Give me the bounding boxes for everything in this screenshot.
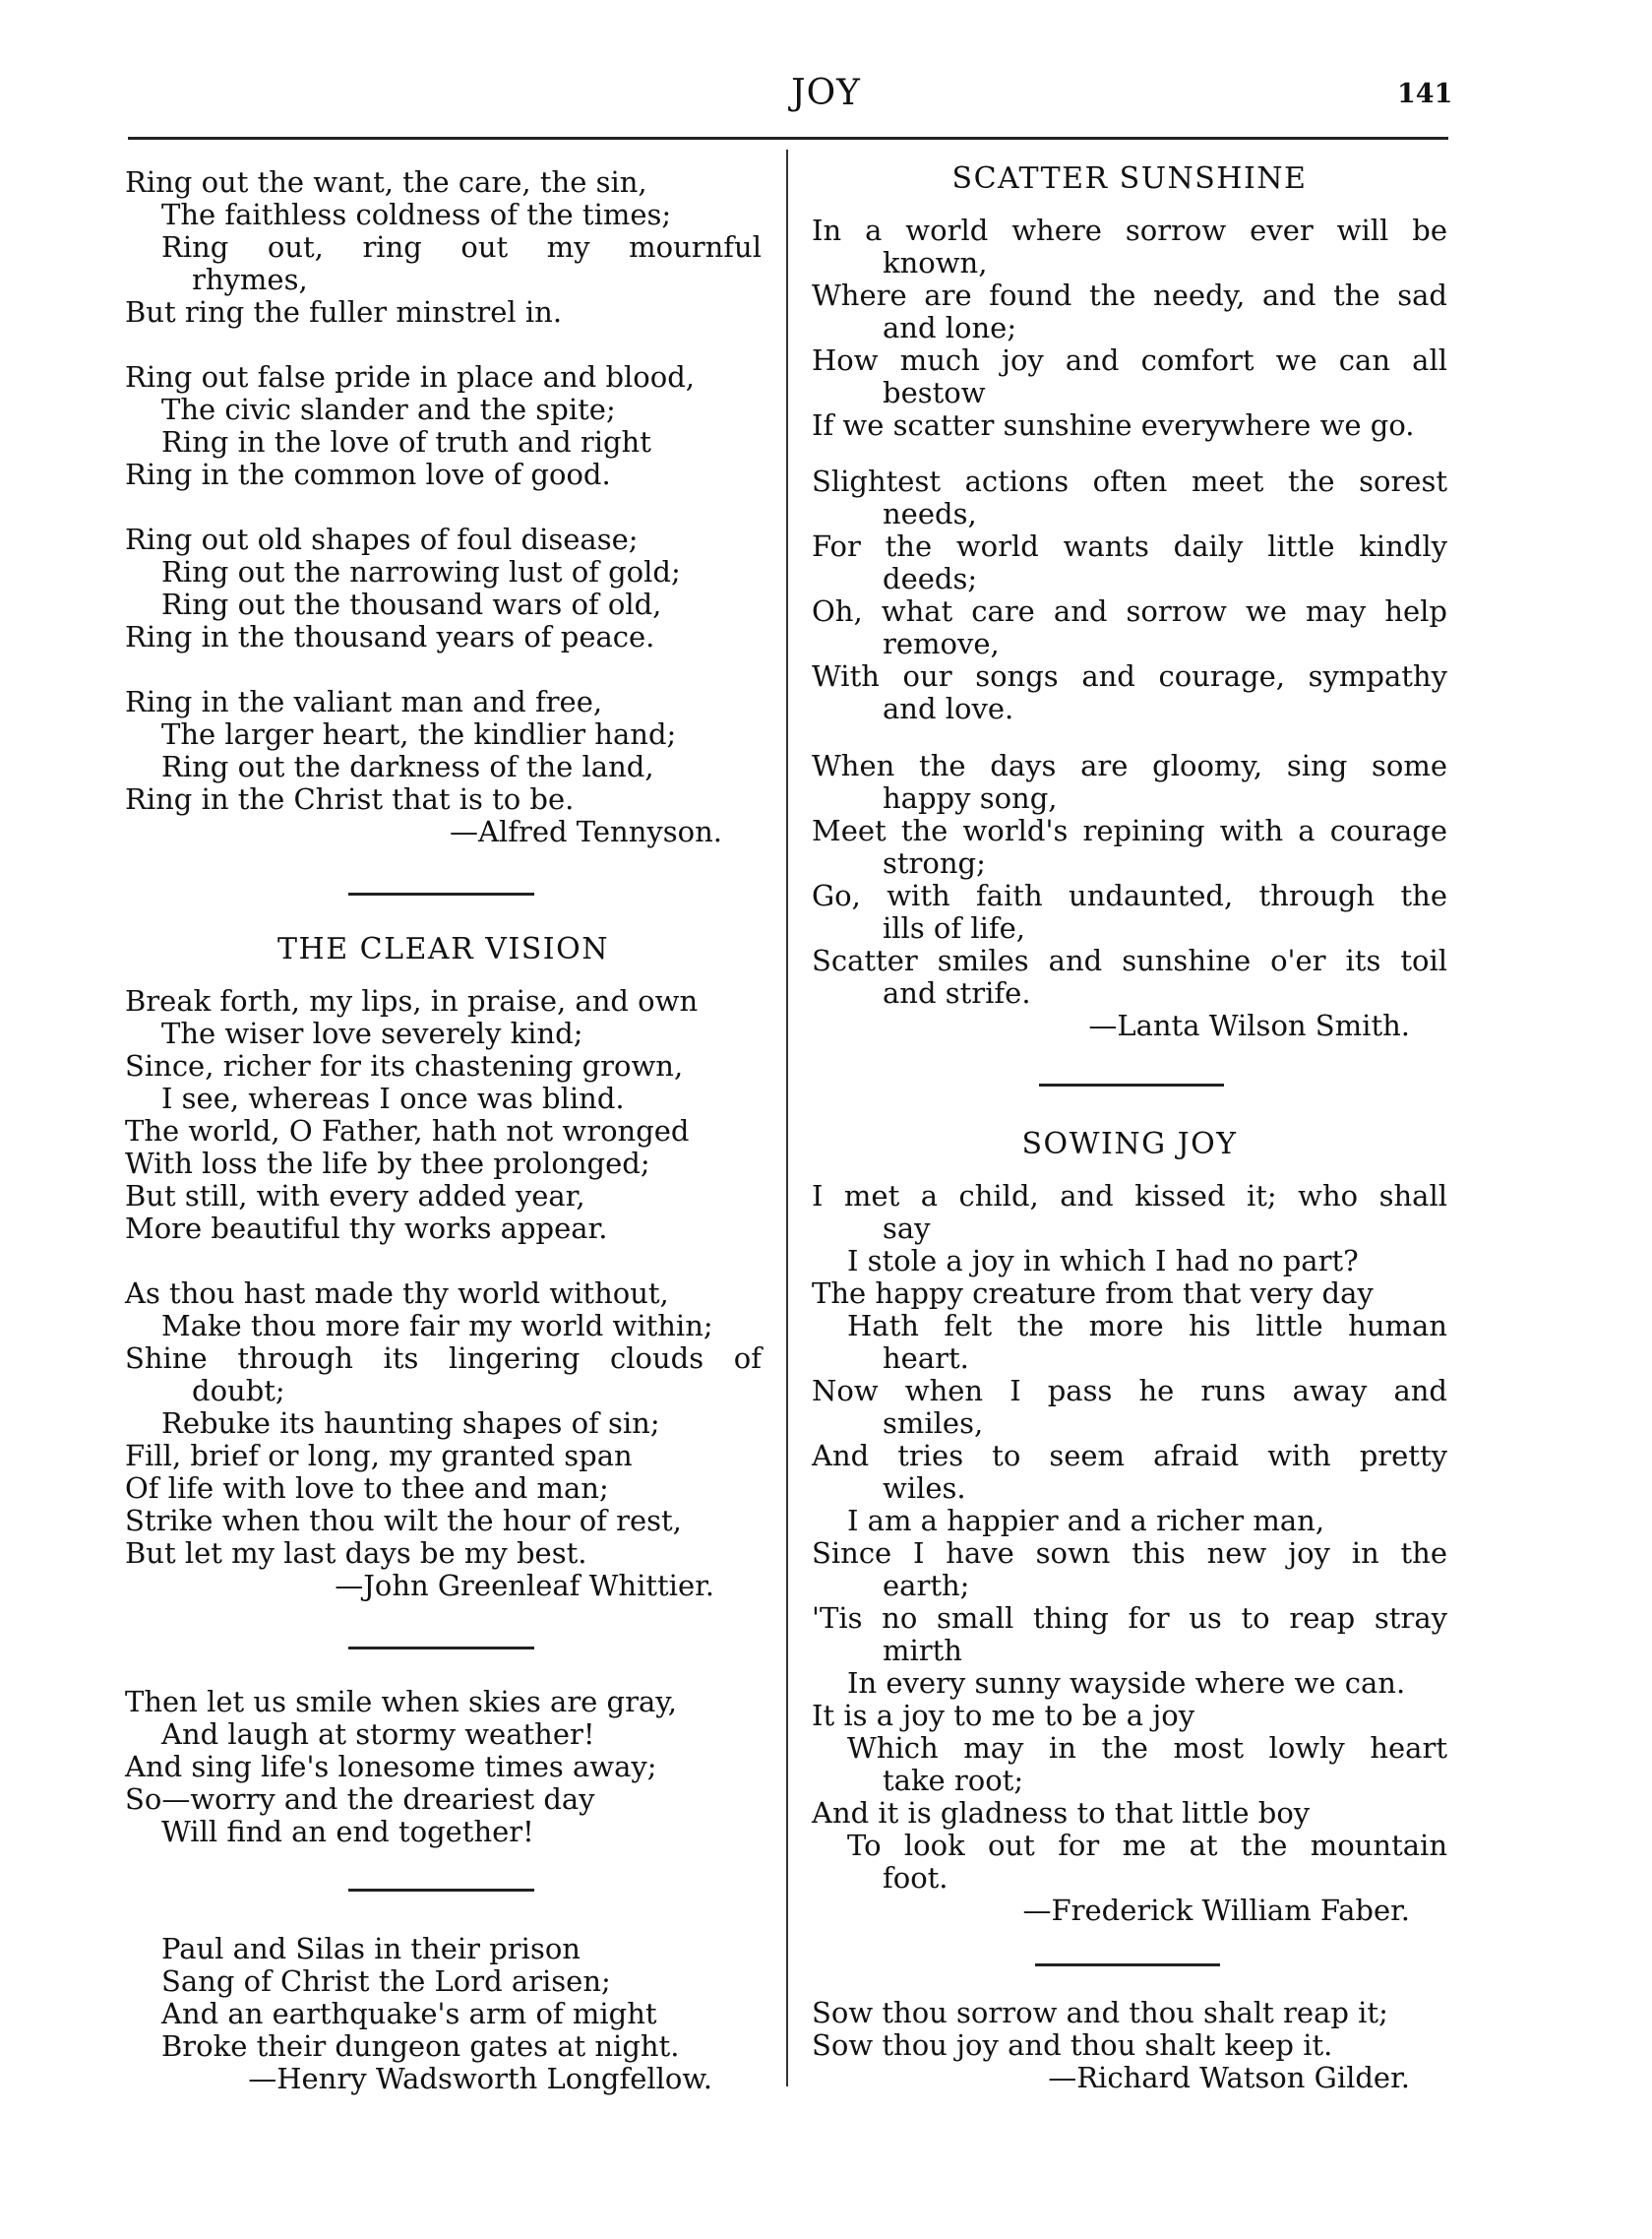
poem-line: Fill, brief or long, my granted span bbox=[125, 1439, 633, 1472]
poem-line: Hath felt the more his little human bbox=[847, 1309, 1447, 1342]
poem-line: The happy creature from that very day bbox=[812, 1276, 1374, 1310]
poem-paul-silas bbox=[125, 1933, 762, 2095]
poem-smile bbox=[125, 1686, 762, 1848]
poem-line: Then let us smile when skies are gray, bbox=[125, 1685, 678, 1718]
poem-line: The civic slander and the spite; bbox=[161, 393, 616, 426]
poem-line: To look out for me at the mountain bbox=[847, 1829, 1447, 1862]
poem-line: Go, with faith undaunted, through the bbox=[812, 879, 1447, 912]
poem-line: and lone; bbox=[883, 311, 1017, 344]
poem-line: remove, bbox=[883, 627, 1000, 660]
poem-line: More beautiful thy works appear. bbox=[125, 1212, 608, 1245]
section-rule bbox=[1035, 1963, 1220, 1966]
poem-title: SCATTER SUNSHINE bbox=[951, 161, 1308, 196]
poem-line: smiles, bbox=[883, 1406, 984, 1440]
poem-line: happy song, bbox=[883, 781, 1058, 815]
poem-line: For the world wants daily little kindly bbox=[812, 529, 1447, 563]
section-rule bbox=[1039, 1084, 1224, 1087]
poem-line: Where are found the needy, and the sad bbox=[812, 279, 1447, 312]
poem-line: strong; bbox=[883, 846, 986, 880]
poem-line: Ring in the Christ that is to be. bbox=[125, 782, 575, 816]
poem-line: Ring out false pride in place and blood, bbox=[125, 360, 695, 394]
poem-line: Ring out the darkness of the land, bbox=[161, 750, 654, 783]
section-rule bbox=[348, 893, 534, 896]
poem-line: I am a happier and a richer man, bbox=[847, 1504, 1325, 1537]
poem-line: and love. bbox=[883, 692, 1014, 725]
poem-line: The faithless coldness of the times; bbox=[161, 198, 672, 231]
poem-line: The world, O Father, hath not wronged bbox=[125, 1114, 690, 1148]
poem-line: Of life with love to thee and man; bbox=[125, 1471, 609, 1505]
poem-line: say bbox=[883, 1212, 931, 1245]
poem-ring-out bbox=[125, 166, 762, 848]
poem-line: Sow thou sorrow and thou shalt reap it; bbox=[812, 1996, 1388, 2029]
poem-title: SOWING JOY bbox=[1021, 1127, 1238, 1161]
poem-line: And laugh at stormy weather! bbox=[161, 1717, 595, 1751]
stanza-break bbox=[125, 1245, 762, 1277]
poem-line: heart. bbox=[883, 1341, 969, 1375]
poem-line: Oh, what care and sorrow we may help bbox=[812, 594, 1447, 628]
poem-line: Ring in the common love of good. bbox=[125, 458, 611, 491]
page-number: 141 bbox=[1397, 79, 1453, 109]
poem-line: I stole a joy in which I had no part? bbox=[847, 1244, 1359, 1277]
poem-line: foot. bbox=[883, 1861, 948, 1895]
poem-line: Will find an end together! bbox=[161, 1815, 534, 1848]
poem-line: deeds; bbox=[883, 562, 978, 595]
poem-line: needs, bbox=[883, 497, 977, 530]
poem-line: Ring in the thousand years of peace. bbox=[125, 620, 655, 653]
poem-scatter-sunshine-stanza-3 bbox=[812, 750, 1447, 1042]
poem-line: Broke their dungeon gates at night. bbox=[161, 2029, 680, 2063]
poem-scatter-sunshine-stanza-2 bbox=[812, 466, 1447, 725]
attribution: —Henry Wadsworth Longfellow. bbox=[248, 2062, 712, 2095]
poem-line: bestow bbox=[883, 376, 986, 409]
poem-line: mirth bbox=[883, 1634, 962, 1667]
poem-line: Rebuke its haunting shapes of sin; bbox=[161, 1406, 660, 1440]
poem-line: How much joy and comfort we can all bbox=[812, 343, 1447, 377]
column-divider bbox=[786, 150, 788, 2086]
poem-scatter-sunshine-stanza-1 bbox=[812, 215, 1447, 442]
poem-line: And an earthquake's arm of might bbox=[161, 1997, 657, 2030]
section-rule bbox=[348, 1647, 534, 1649]
poem-line: Ring out the thousand wars of old, bbox=[161, 588, 662, 621]
poem-line: I see, whereas I once was blind. bbox=[161, 1082, 625, 1115]
poem-line: So—worry and the dreariest day bbox=[125, 1782, 595, 1816]
poem-title: THE CLEAR VISION bbox=[277, 932, 609, 966]
stanza-break bbox=[125, 329, 762, 361]
poem-line: Strike when thou wilt the hour of rest, bbox=[125, 1504, 682, 1537]
poem-line: The larger heart, the kindlier hand; bbox=[161, 717, 677, 751]
poem-line: Ring in the valiant man and free, bbox=[125, 685, 603, 718]
poem-line: Ring in the love of truth and right bbox=[161, 425, 651, 459]
poem-sow-thou bbox=[812, 1997, 1447, 2094]
poem-line: Sow thou joy and thou shalt keep it. bbox=[812, 2028, 1333, 2062]
section-rule bbox=[348, 1889, 534, 1892]
poem-line: Paul and Silas in their prison bbox=[161, 1932, 581, 1965]
poem-line: Make thou more fair my world within; bbox=[161, 1309, 713, 1342]
poem-line: Since, richer for its chastening grown, bbox=[125, 1049, 684, 1083]
poem-line: Since I have sown this new joy in the bbox=[812, 1536, 1447, 1570]
poem-line: If we scatter sunshine everywhere we go. bbox=[812, 408, 1415, 442]
poem-line: It is a joy to me to be a joy bbox=[812, 1699, 1195, 1732]
poem-line: take root; bbox=[883, 1764, 1024, 1797]
attribution: —Frederick William Faber. bbox=[1022, 1894, 1410, 1927]
poem-line: Ring out, ring out my mournful bbox=[161, 230, 762, 264]
poem-line: 'Tis no small thing for us to reap stray bbox=[812, 1601, 1447, 1635]
poem-line: In a world where sorrow ever will be bbox=[812, 214, 1447, 247]
poem-line: Ring out the narrowing lust of gold; bbox=[161, 555, 681, 589]
poem-line: Now when I pass he runs away and bbox=[812, 1374, 1447, 1407]
poem-line: When the days are gloomy, sing some bbox=[812, 749, 1447, 782]
poem-line: But ring the fuller minstrel in. bbox=[125, 295, 563, 329]
attribution: —John Greenleaf Whittier. bbox=[335, 1569, 714, 1602]
poem-line: wiles. bbox=[883, 1471, 966, 1505]
poem-line: And tries to seem afraid with pretty bbox=[812, 1439, 1447, 1472]
header-rule bbox=[128, 137, 1448, 140]
poem-line: With loss the life by thee prolonged; bbox=[125, 1147, 650, 1180]
poem-line: I met a child, and kissed it; who shall bbox=[812, 1179, 1447, 1213]
poem-line: Sang of Christ the Lord arisen; bbox=[161, 1964, 611, 1998]
poem-line: Which may in the most lowly heart bbox=[847, 1731, 1447, 1765]
attribution: —Lanta Wilson Smith. bbox=[1088, 1009, 1410, 1042]
poem-line: doubt; bbox=[192, 1374, 285, 1407]
poem-sowing-joy bbox=[812, 1180, 1447, 1927]
poem-line: Scatter smiles and sunshine o'er its toil bbox=[812, 944, 1447, 977]
poem-line: Meet the world's repining with a courage bbox=[812, 814, 1447, 847]
running-head: JOY bbox=[791, 73, 861, 113]
poem-line: And it is gladness to that little boy bbox=[812, 1796, 1311, 1830]
poem-line: rhymes, bbox=[192, 263, 308, 296]
poem-line: ills of life, bbox=[883, 911, 1025, 945]
poem-line: And sing life's lonesome times away; bbox=[125, 1750, 657, 1783]
poem-line: Ring out the want, the care, the sin, bbox=[125, 165, 647, 199]
poem-line: and strife. bbox=[883, 976, 1031, 1010]
poem-line: But still, with every added year, bbox=[125, 1179, 585, 1213]
poem-line: Break forth, my lips, in praise, and own bbox=[125, 984, 699, 1018]
poem-line: With our songs and courage, sympathy bbox=[812, 659, 1447, 693]
poem-line: In every sunny wayside where we can. bbox=[847, 1666, 1406, 1700]
poem-line: As thou hast made thy world without, bbox=[125, 1276, 669, 1310]
poem-line: known, bbox=[883, 246, 988, 280]
stanza-break bbox=[125, 491, 762, 524]
poem-line: Slightest actions often meet the sorest bbox=[812, 465, 1447, 498]
poem-line: Shine through its lingering clouds of bbox=[125, 1341, 762, 1375]
poem-line: Ring out old shapes of foul disease; bbox=[125, 523, 639, 556]
stanza-break bbox=[125, 653, 762, 686]
attribution: —Richard Watson Gilder. bbox=[1048, 2061, 1410, 2094]
poem-line: The wiser love severely kind; bbox=[161, 1017, 583, 1050]
poem-line: earth; bbox=[883, 1569, 970, 1602]
attribution: —Alfred Tennyson. bbox=[450, 815, 722, 848]
poem-clear-vision bbox=[125, 985, 762, 1602]
poem-line: But let my last days be my best. bbox=[125, 1536, 587, 1570]
